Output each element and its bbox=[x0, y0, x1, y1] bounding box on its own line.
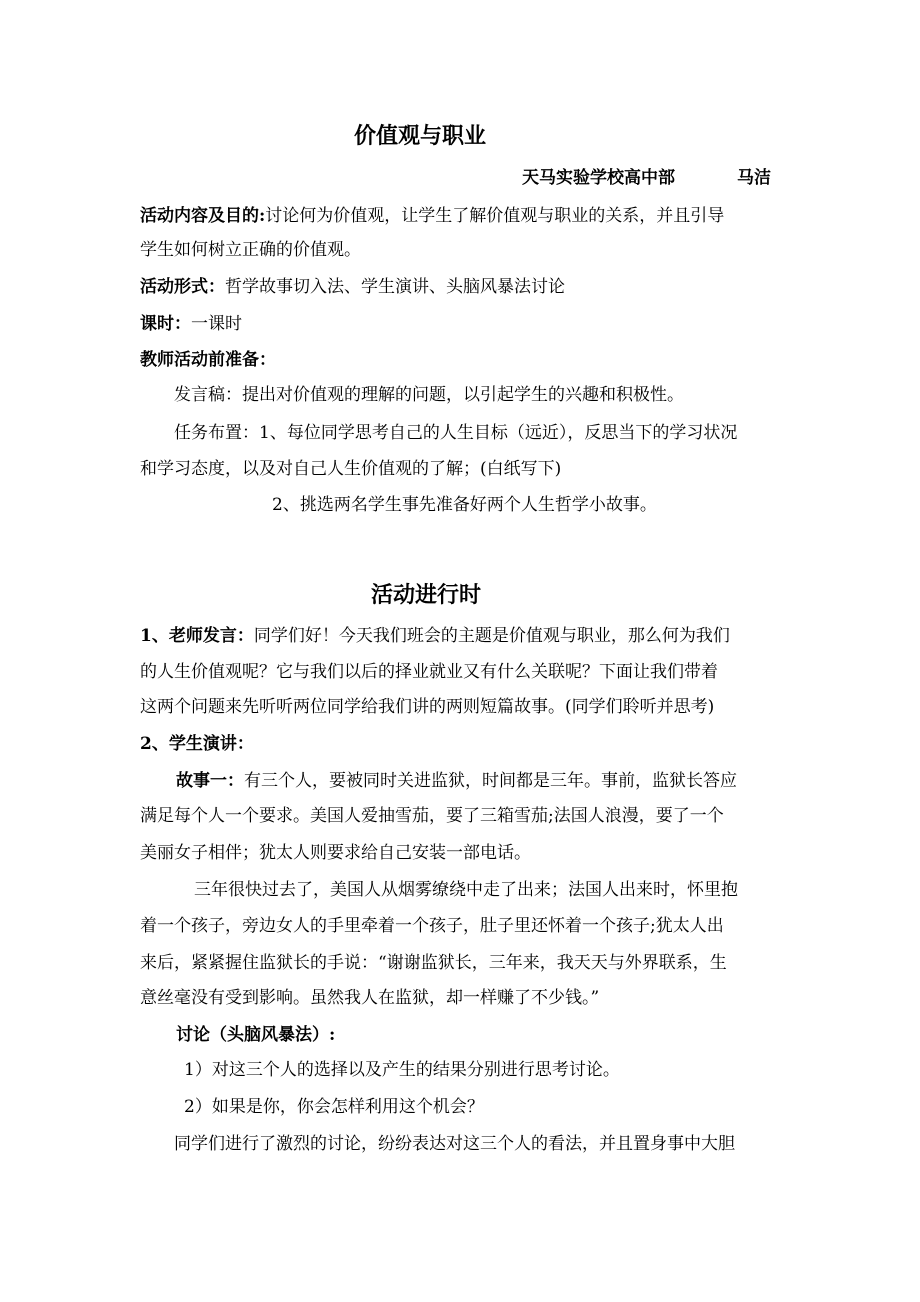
period-text: 一课时 bbox=[191, 314, 242, 334]
step1-text-1: 同学们好！今天我们班会的主题是价值观与职业，那么何为我们 bbox=[253, 626, 730, 646]
period-label: 课时： bbox=[140, 314, 191, 334]
prep-task-1: 任务布置：1、每位同学思考自己的人生目标（远近），反思当下的学习状况 bbox=[174, 423, 738, 443]
step1-line-1 bbox=[140, 626, 730, 646]
document-title: 价值观与职业 bbox=[354, 123, 487, 149]
form-text: 哲学故事切入法、学生演讲、头脑风暴法讨论 bbox=[225, 277, 565, 297]
story-text-2: 满足每个人一个要求。美国人爱抽雪茄，要了三箱雪茄;法国人浪漫，要了一个 bbox=[140, 806, 724, 826]
prep-speech: 发言稿：提出对价值观的理解的问题，以引起学生的兴趣和积极性。 bbox=[174, 385, 684, 405]
step2-label: 2、学生演讲： bbox=[140, 734, 254, 754]
form-line bbox=[140, 277, 565, 297]
question-1: 1）对这三个人的选择以及产生的结果分别进行思考讨论。 bbox=[184, 1060, 620, 1080]
story-text-3: 美丽女子相伴；犹太人则要求给自己安装一部电话。 bbox=[140, 843, 531, 863]
story-text-4: 三年很快过去了，美国人从烟雾缭绕中走了出来；法国人出来时，怀里抱 bbox=[194, 880, 738, 900]
section-title: 活动进行时 bbox=[371, 582, 482, 608]
prep-label: 教师活动前准备： bbox=[140, 350, 276, 370]
period-line bbox=[140, 314, 242, 334]
story-text-6: 来后，紧紧握住监狱长的手说：“谢谢监狱长，三年来，我天天与外界联系，生 bbox=[140, 953, 727, 973]
question-2: 2）如果是你，你会怎样利用这个机会？ bbox=[184, 1097, 484, 1117]
form-label: 活动形式： bbox=[140, 277, 225, 297]
content-text-1: 讨论何为价值观，让学生了解价值观与职业的关系，并且引导 bbox=[265, 206, 725, 226]
content-text-2: 学生如何树立正确的价值观。 bbox=[140, 240, 361, 260]
step1-text-2: 的人生价值观呢？它与我们以后的择业就业又有什么关联呢？下面让我们带着 bbox=[140, 662, 718, 682]
prep-task-3: 2、挑选两名学生事先准备好两个人生哲学小故事。 bbox=[272, 495, 657, 515]
story-text-7: 意丝毫没有受到影响。虽然我人在监狱，却一样赚了不少钱。” bbox=[140, 988, 600, 1008]
story-text-1: 有三个人，要被同时关进监狱，时间都是三年。事前，监狱长答应 bbox=[244, 771, 737, 791]
story-text-5: 着一个孩子，旁边女人的手里牵着一个孩子，肚子里还怀着一个孩子;犹太人出 bbox=[140, 916, 724, 936]
prep-task-2: 和学习态度，以及对自己人生价值观的了解；(白纸写下) bbox=[140, 459, 562, 479]
step1-label: 1、老师发言： bbox=[140, 626, 254, 646]
step1-text-3: 这两个问题来先听听两位同学给我们讲的两则短篇故事。(同学们聆听并思考) bbox=[140, 697, 715, 717]
content-label: 活动内容及目的: bbox=[140, 206, 266, 226]
story-line-1 bbox=[176, 771, 737, 791]
author-school: 天马实验学校高中部 bbox=[522, 168, 675, 188]
story-label: 故事一： bbox=[176, 771, 244, 791]
content-line-1 bbox=[140, 206, 724, 226]
author-name: 马洁 bbox=[737, 168, 771, 188]
discuss-label: 讨论（头脑风暴法）: bbox=[176, 1025, 336, 1045]
conclusion-text: 同学们进行了激烈的讨论，纷纷表达对这三个人的看法，并且置身事中大胆 bbox=[174, 1134, 735, 1154]
